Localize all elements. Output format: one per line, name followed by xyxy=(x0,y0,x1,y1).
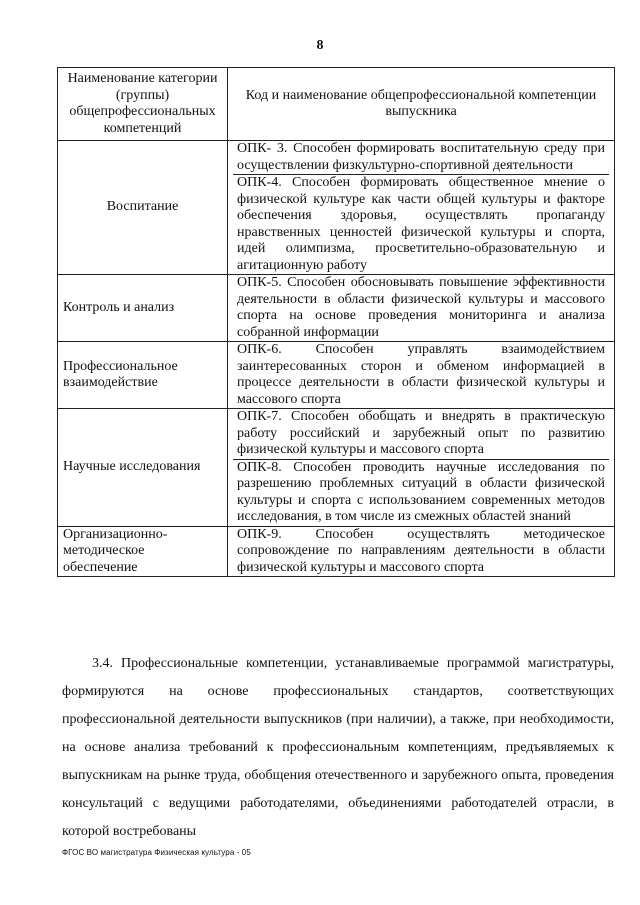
table-row xyxy=(58,526,615,577)
category-cell: Профессиональное взаимодействие xyxy=(58,342,228,409)
competence-item: ОПК-4. Способен формировать общественное мнение о физической культуре как части общей культуры и факторе обеспечения здоровья, осуществлять пропаганду нравственных ценностей физической культуры и спорта, идей олимпизма, просветительно-образовательную и агитационную работу xyxy=(233,174,609,274)
table-row xyxy=(58,141,615,275)
competence-item: ОПК-5. Способен обосновывать повышение эффективности деятельности в области физической культуры и массового спорта на основе проведения мониторинга и анализа собранной информации xyxy=(237,275,605,340)
body-paragraph: 3.4. Профессиональные компетенции, устанавливаемые программой магистратуры, формируются на основе профессиональных стандартов, соответствующих профессиональной деятельности выпускников (при наличии), а также, при необходимости, на основе анализа требований к профессиональным компетенциям, предъявляемых к выпускникам на рынке труда, обобщения отечественного и зарубежного опыта, проведения консультаций с ведущими работодателями, объединениями работодателей отрасли, в которой востребованы xyxy=(62,656,614,839)
competence-item: ОПК-6. Способен управлять взаимодействием заинтересованных сторон и обменом информацией в процессе деятельности в области физической культуры и массового спорта xyxy=(237,342,605,407)
competence-cell xyxy=(228,342,615,409)
competence-item: ОПК-9. Способен осуществлять методическое сопровождение по направлениям деятельности в области физической культуры и массового спорта xyxy=(237,526,605,575)
category-cell: Контроль и анализ xyxy=(58,275,228,342)
table-row xyxy=(58,275,615,342)
header-category: Наименование категории (группы) общепрофессиональных компетенций xyxy=(58,68,228,141)
table-row xyxy=(58,409,615,527)
footer-text: ФГОС ВО магистратура Физическая культура - 05 xyxy=(62,848,251,857)
header-competence: Код и наименование общепрофессиональной компетенции выпускника xyxy=(228,68,615,141)
competence-table xyxy=(57,67,615,577)
competence-cell xyxy=(228,526,615,577)
category-cell: Организационно-методическое обеспечение xyxy=(58,526,228,577)
competence-cell xyxy=(228,275,615,342)
competence-item: ОПК-8. Способен проводить научные исследования по разрешению проблемных ситуаций в области физической культуры и спорта с использованием современных методов исследования, в том числе из смежных областей знаний xyxy=(233,459,609,526)
competence-cell xyxy=(228,409,615,527)
table-header-row xyxy=(58,68,615,141)
page-number: 8 xyxy=(316,38,324,53)
category-cell: Воспитание xyxy=(58,141,228,275)
table-row xyxy=(58,342,615,409)
competence-cell xyxy=(228,141,615,275)
category-cell: Научные исследования xyxy=(58,409,228,527)
competence-item: ОПК- 3. Способен формировать воспитательную среду при осуществлении физкультурно-спортивной деятельности xyxy=(237,141,605,173)
competence-item: ОПК-7. Способен обобщать и внедрять в практическую работу российский и зарубежный опыт по развитию физической культуры и массового спорта xyxy=(237,409,605,457)
